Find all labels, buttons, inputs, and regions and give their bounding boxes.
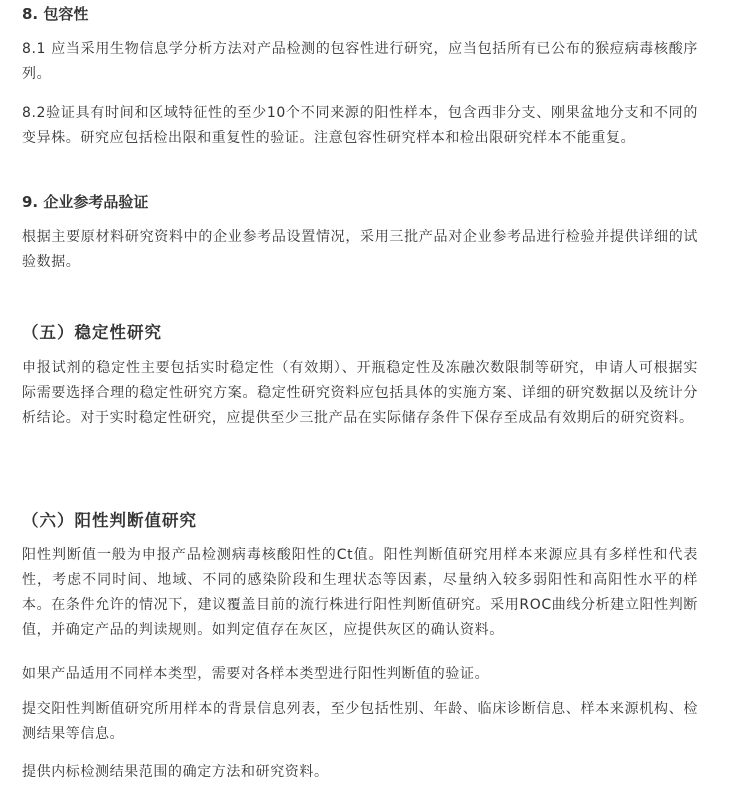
section-5-heading: （五）稳定性研究 xyxy=(22,323,162,342)
section-8-paragraph-1: 8.1 应当采用生物信息学分析方法对产品检测的包容性进行研究，应当包括所有已公布的猴痘病毒核酸序列。 xyxy=(22,41,698,82)
section-6-paragraph-2: 如果产品适用不同样本类型，需要对各样本类型进行阳性判断值的验证。 xyxy=(22,666,490,682)
section-9-paragraph-1: 根据主要原材料研究资料中的企业参考品设置情况，采用三批产品对企业参考品进行检验并提供详细的试验数据。 xyxy=(22,229,698,270)
section-6-heading: （六）阳性判断值研究 xyxy=(22,511,197,530)
section-5-paragraph-1: 申报试剂的稳定性主要包括实时稳定性（有效期）、开瓶稳定性及冻融次数限制等研究，申请人可根据实际需要选择合理的稳定性研究方案。稳定性研究资料应包括具体的实施方案、详细的研究数据以及统计分析结论。对于实时稳定性研究，应提供至少三批产品在实际储存条件下保存至成品有效期后的研究资料。 xyxy=(22,360,698,426)
section-8-heading: 8. 包容性 xyxy=(22,5,89,23)
section-6-paragraph-1: 阳性判断值一般为申报产品检测病毒核酸阳性的Ct值。阳性判断值研究用样本来源应具有多样性和代表性，考虑不同时间、地域、不同的感染阶段和生理状态等因素，尽量纳入较多弱阳性和高阳性水平的样本。在条件允许的情况下，建议覆盖目前的流行株进行阳性判断值研究。采用ROC曲线分析建立阳性判断值，并确定产品的判读规则。如判定值存在灰区，应提供灰区的确认资料。 xyxy=(22,547,698,638)
section-6-paragraph-4: 提供内标检测结果范围的确定方法和研究资料。 xyxy=(22,764,329,780)
section-6-paragraph-3: 提交阳性判断值研究所用样本的背景信息列表，至少包括性别、年龄、临床诊断信息、样本来源机构、检测结果等信息。 xyxy=(22,701,698,742)
section-9-heading: 9. 企业参考品验证 xyxy=(22,193,149,211)
section-8-paragraph-2: 8.2验证具有时间和区域特征性的至少10个不同来源的阳性样本，包含西非分支、刚果盆地分支和不同的变异株。研究应包括检出限和重复性的验证。注意包容性研究样本和检出限研究样本不能重复。 xyxy=(22,105,698,146)
